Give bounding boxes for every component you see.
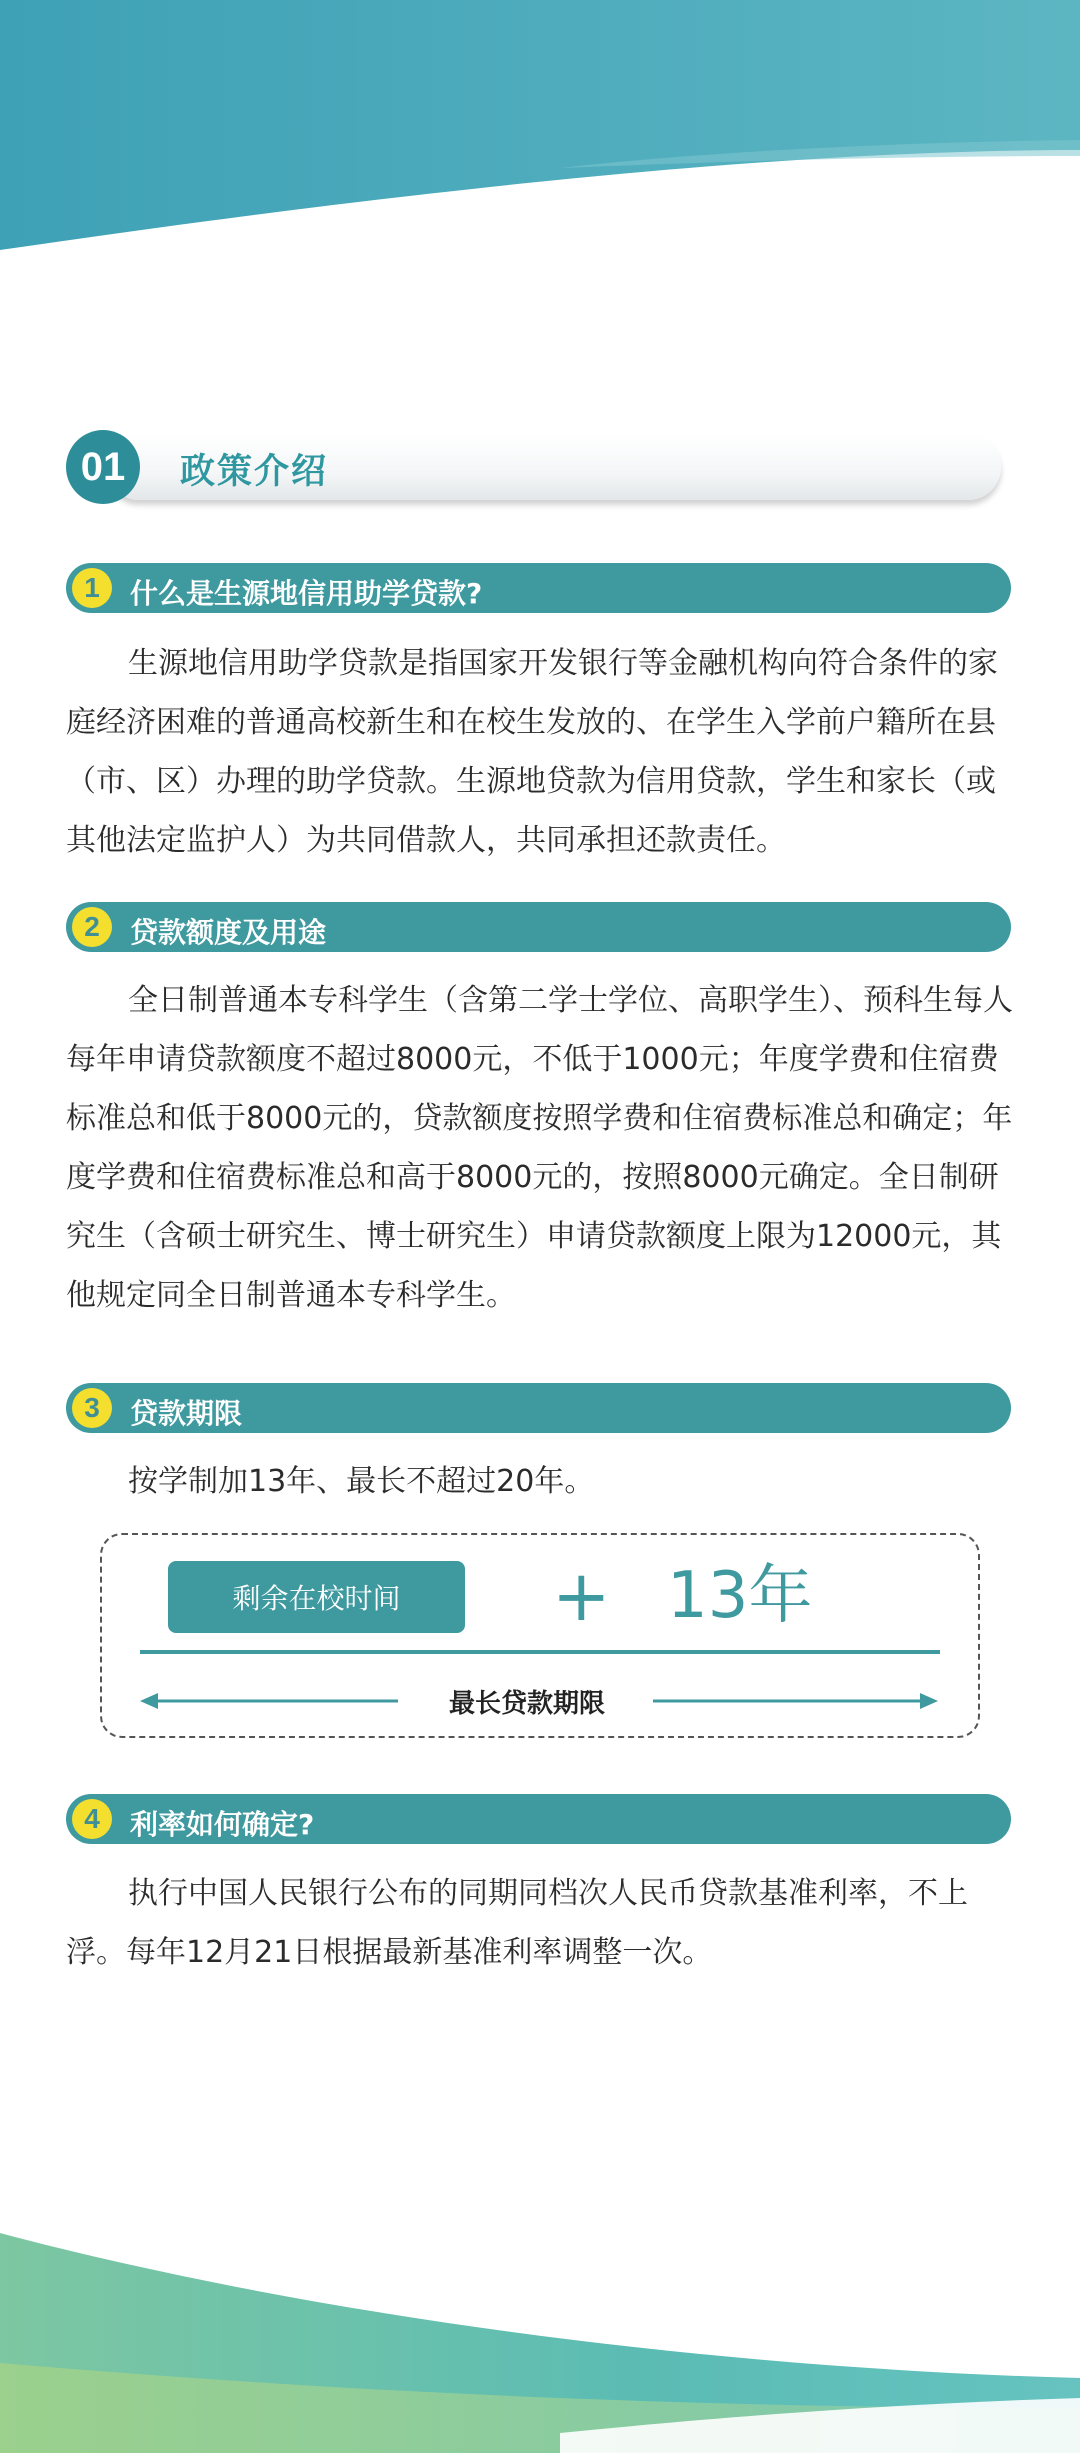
arrow-left-icon [140,1691,398,1711]
item-1-header [66,563,1011,613]
item-2-title: 贷款额度及用途 [130,916,327,949]
section-title: 政策介绍 [180,452,329,492]
item-3-header [66,1383,1011,1433]
item-2-number-badge: 2 [72,907,112,947]
item-1-body: 生源地信用助学贷款是指国家开发银行等金融机构向符合条件的家庭经济困难的普通高校新生和在校生发放的、在学生入学前户籍所在县（市、区）办理的助学贷款。生源地贷款为信用贷款，学生和家长（或其他法定监护人）为共同借款人，共同承担还款责任。 [66,646,998,858]
item-3-body: 按学制加13年、最长不超过20年。 [128,1464,595,1499]
item-1-title: 什么是生源地信用助学贷款? [130,577,483,610]
section-banner [66,430,1006,510]
loan-term-diagram [100,1533,980,1738]
section-number-badge: 01 [66,430,140,504]
item-3-number-badge: 3 [72,1388,112,1428]
years-label: 13年 [667,1559,813,1633]
item-4-title: 利率如何确定? [130,1808,315,1841]
arrow-right-icon [653,1691,938,1711]
item-4-number-badge: 4 [72,1799,112,1839]
plus-sign: + [552,1555,611,1637]
item-3-title: 贷款期限 [130,1397,243,1430]
item-4-body: 执行中国人民银行公布的同期同档次人民币贷款基准利率，不上浮。每年12月21日根据最新基准利率调整一次。 [66,1876,968,1970]
max-loan-term-label: 最长贷款期限 [448,1689,605,1719]
item-2-body: 全日制普通本专科学生（含第二学士学位、高职学生）、预科生每人每年申请贷款额度不超过8000元，不低于1000元；年度学费和住宿费标准总和低于8000元的，贷款额度按照学费和住宿费标准总和确定；年度学费和住宿费标准总和高于8000元的，按照8000元确定。全日制研究生（含硕士研究生、博士研究生）申请贷款额度上限为12000元，其他规定同全日制普通本专科学生。 [66,983,1013,1313]
remaining-school-time-box: 剩余在校时间 [168,1561,465,1633]
diagram-divider-line [140,1650,940,1654]
item-1-number-badge: 1 [72,568,112,608]
item-4-header [66,1794,1011,1844]
item-2-header [66,902,1011,952]
